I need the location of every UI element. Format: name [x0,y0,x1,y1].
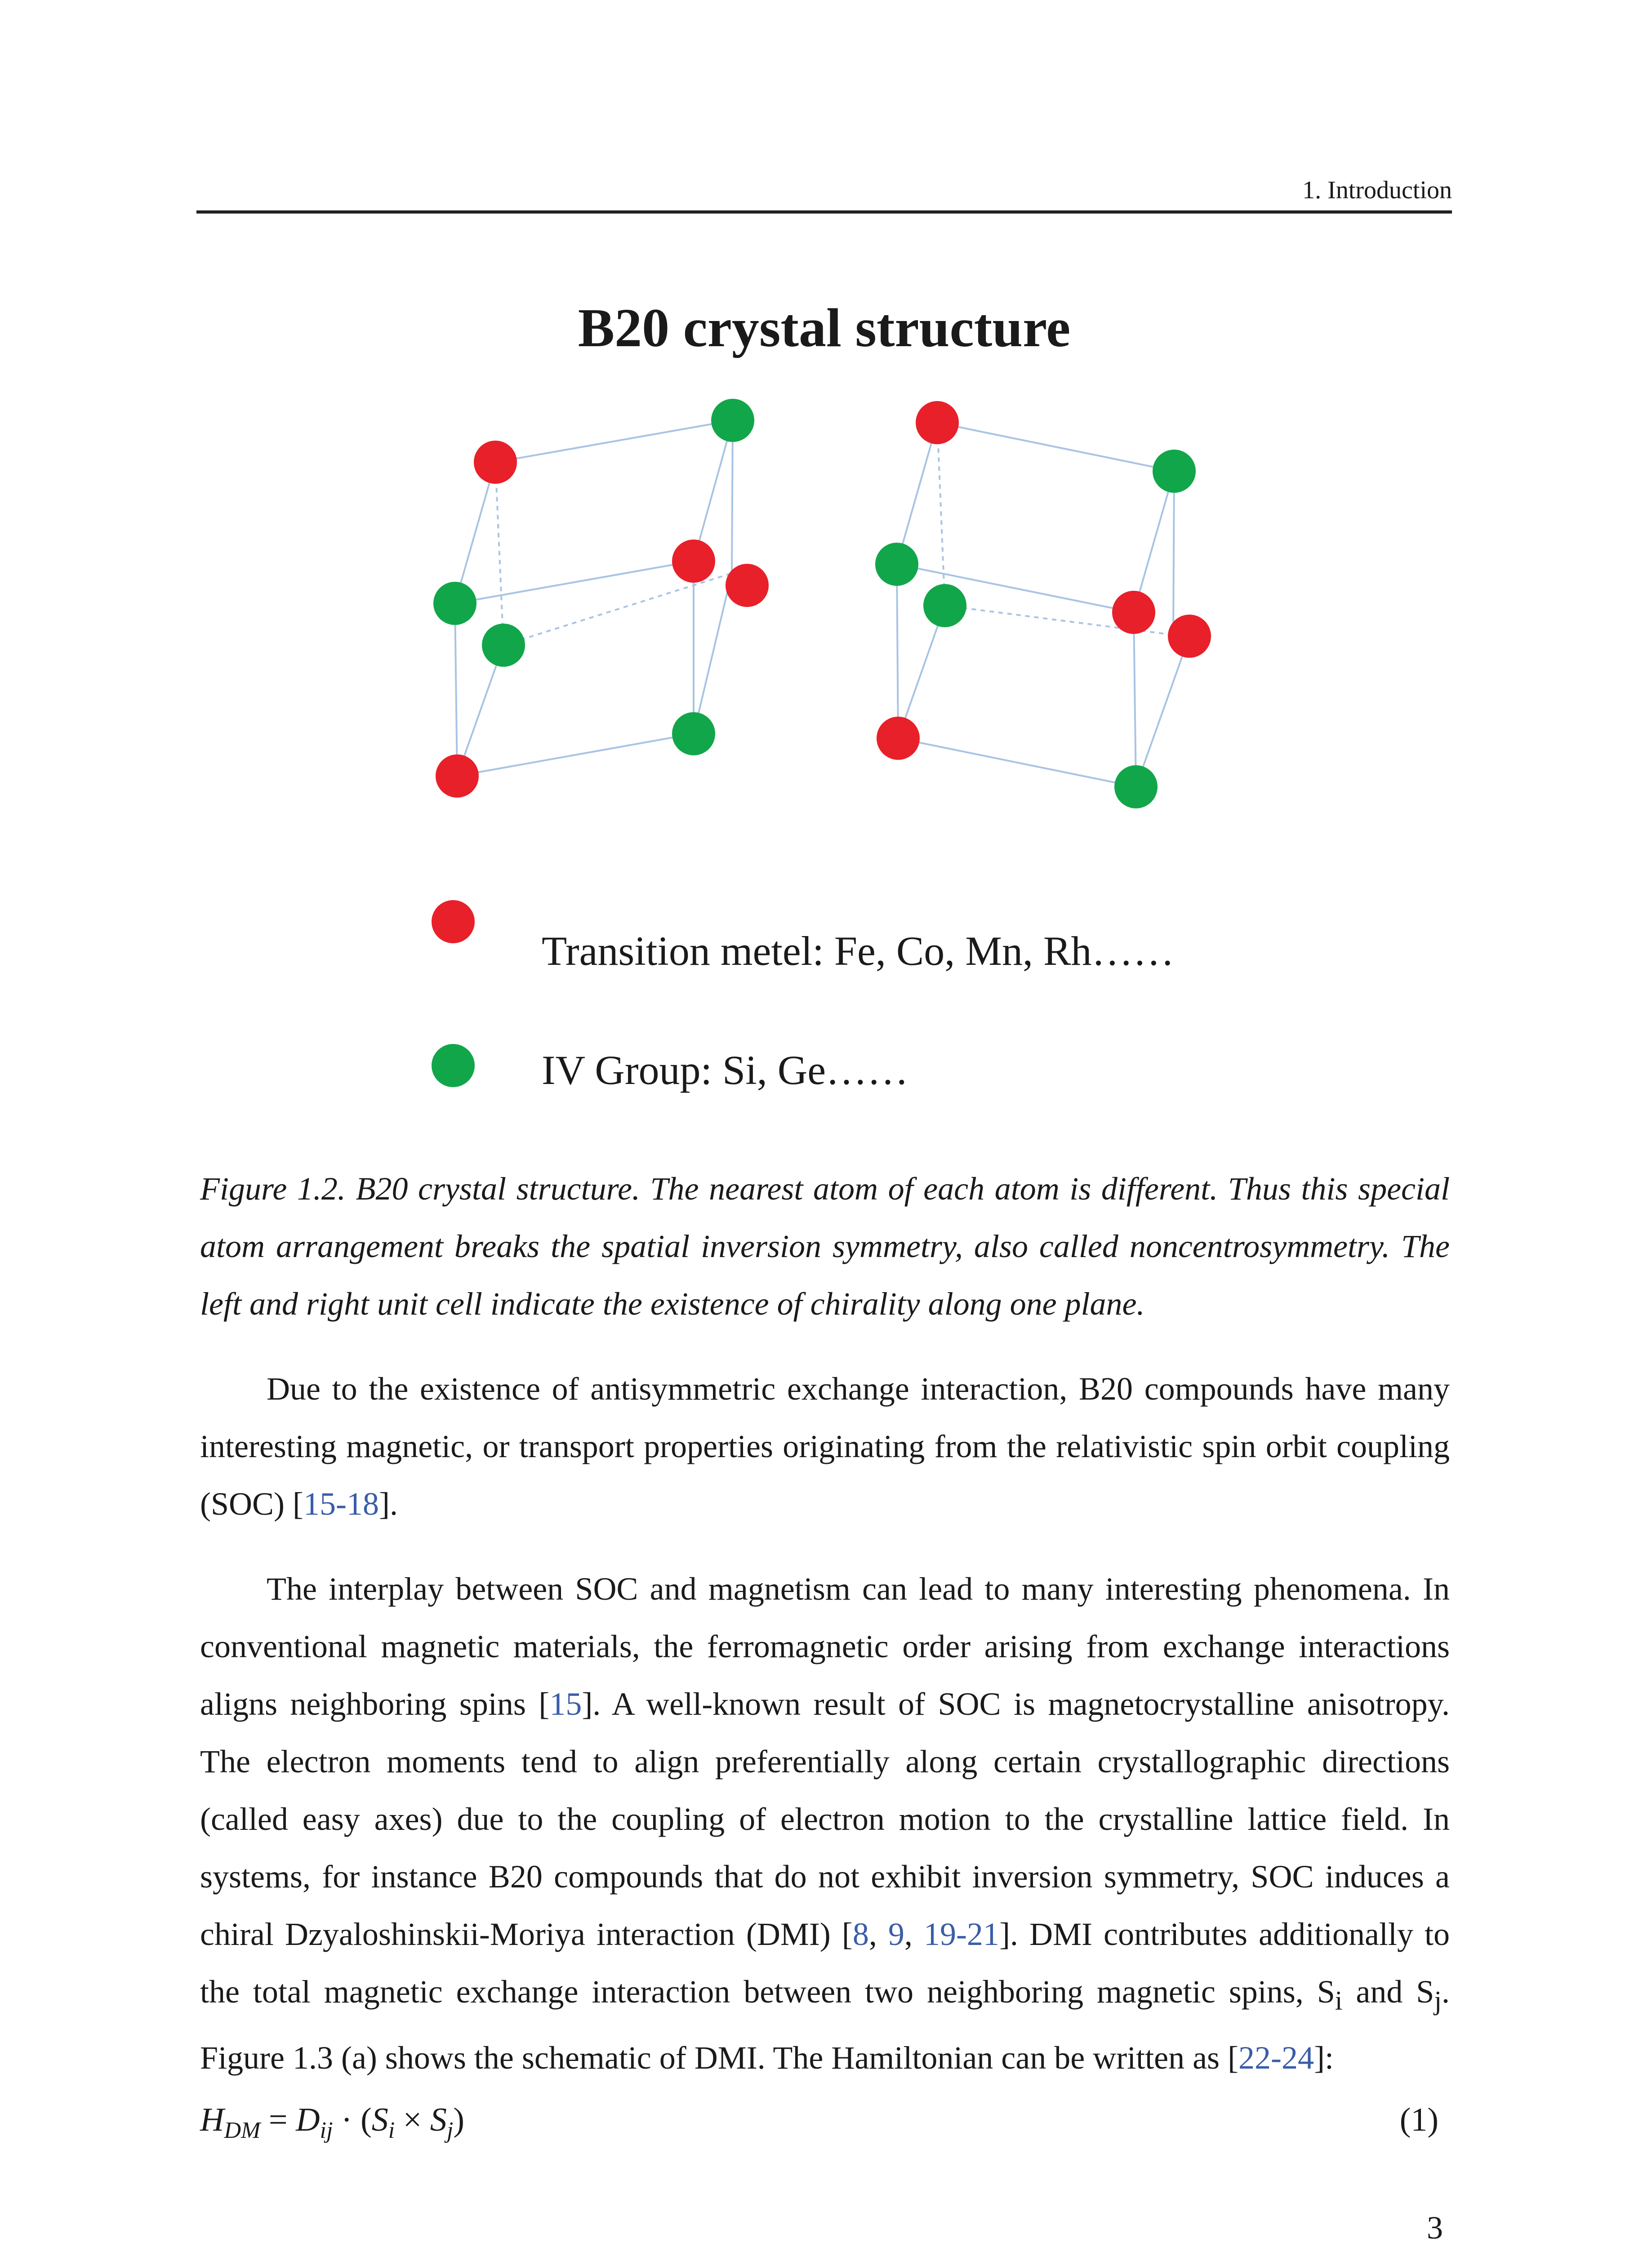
atom-group-iv [923,584,966,627]
atom-group-iv [875,543,918,586]
paragraph-text: ]. A well-known result of SOC is magnetocrystalline anisotropy. The electron moments tend to align preferentially along certain crystallographic directions (called easy axes) due to the coupling of electron motion to the crystalline lattice field. In systems, for instance B20 compounds that do not exhibit inversion symmetry, SOC induces a chiral Dzyaloshinskii-Moriya interaction (DMI) [ [200,1686,1450,1952]
eq-symbol: D [296,2101,320,2138]
subscript: i [1335,1985,1343,2016]
atom-group-iv [482,624,525,667]
eq-symbol: S [430,2101,447,2138]
paragraph-text: ]: [1314,2040,1334,2076]
atom-transition-metal [474,441,517,484]
atom-transition-metal [1168,615,1211,658]
paragraph-text: and S [1342,1974,1434,2010]
eq-subscript: DM [224,2117,261,2143]
body-paragraph [200,1360,1450,1533]
atom-transition-metal [1112,591,1155,634]
figure-caption: Figure 1.2. B20 crystal structure. The nearest atom of each atom is different. Thus this special atom arrangement breaks the spatial inversion symmetry, also called noncentrosymmetry. The left and right unit cell indicate the existence of chirality along one plane. [200,1171,1450,1322]
figure-title: B20 crystal structure [578,298,1071,358]
paragraph-text: , [868,1916,888,1952]
atom-group-iv [672,712,715,755]
eq-symbol: H [200,2101,224,2138]
atom-transition-metal [726,564,769,607]
citation-link[interactable]: 15-18 [303,1486,379,1522]
legend-marker-transition-metal [432,900,475,943]
running-header: 1. Introduction [1302,176,1452,204]
atom-transition-metal [877,717,920,760]
eq-operator: · ( [333,2101,372,2138]
paragraph-text: . Figure 1.3 (a) shows the schematic of DMI. The Hamiltonian can be written as [ [200,1974,1450,2076]
eq-subscript: ij [320,2117,333,2143]
atom-group-iv [1153,450,1196,493]
eq-subscript: i [388,2117,395,2143]
eq-operator: × [395,2101,430,2138]
eq-subscript: j [446,2117,454,2143]
paragraph-text: The interplay between SOC and magnetism can lead to many interesting phenomena. In conventional magnetic materials, the ferromagnetic order arising from exchange interactions aligns neighboring spins [ [200,1571,1450,1722]
atom-group-iv [433,582,476,625]
equation-dmi-hamiltonian [200,2095,464,2155]
page-number: 3 [1427,2210,1443,2246]
citation-link[interactable]: 8 [852,1916,869,1952]
eq-operator: = [260,2101,296,2138]
legend-marker-group-iv [432,1044,475,1087]
eq-operator: ) [453,2101,465,2138]
citation-link[interactable]: 22-24 [1238,2040,1314,2076]
paragraph-text: ]. DMI contributes additionally to the total magnetic exchange interaction between two neighboring magnetic spins, S [200,1916,1450,2010]
citation-link[interactable]: 19-21 [923,1916,999,1952]
paragraph-text: ]. [378,1486,398,1522]
subscript: j [1434,1985,1442,2016]
body-paragraph [200,1560,1450,2087]
atom-transition-metal [672,540,715,583]
atom-group-iv [1114,765,1158,808]
eq-symbol: S [371,2101,388,2138]
atom-transition-metal [916,401,959,444]
equation-number: (1) [1399,2101,1438,2138]
citation-link[interactable]: 15 [549,1686,582,1722]
atom-transition-metal [436,754,479,798]
atom-group-iv [711,399,754,442]
legend-label-transition-metal: Transition metel: Fe, Co, Mn, Rh…… [542,928,1175,974]
paragraph-text: , [904,1916,924,1952]
paragraph-text: Due to the existence of antisymmetric exchange interaction, B20 compounds have many interesting magnetic, or transport properties originating from the relativistic spin orbit coupling (SOC) [ [200,1371,1450,1522]
citation-link[interactable]: 9 [888,1916,904,1952]
legend-label-group-iv: IV Group: Si, Ge…… [542,1047,909,1093]
